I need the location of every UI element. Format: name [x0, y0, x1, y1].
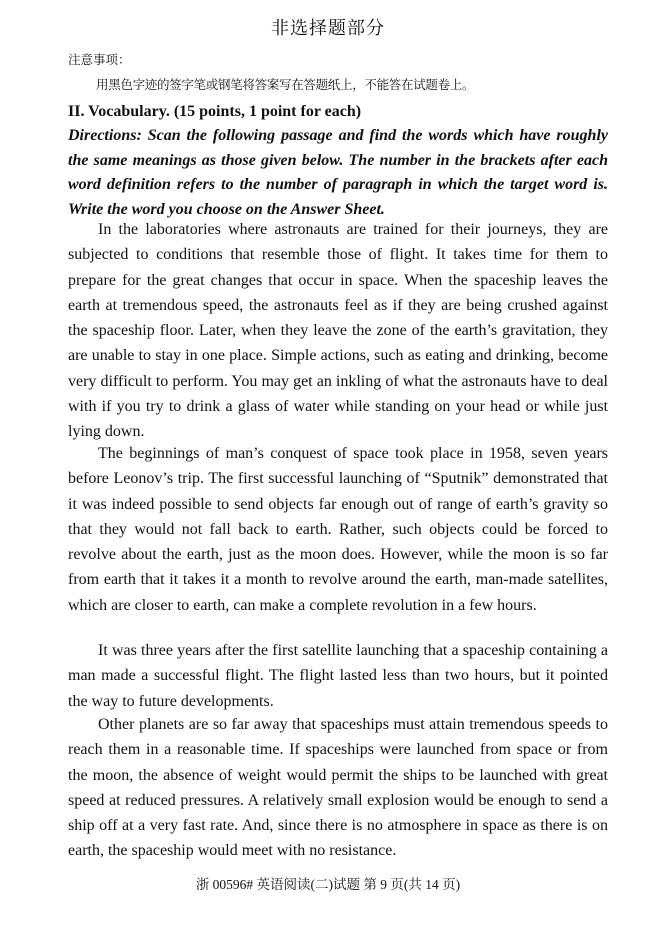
- page-title: 非选择题部分: [271, 18, 385, 39]
- passage-paragraph-1: In the laboratories where astronauts are trained for their journeys, they are subjected to conditions that resemble those of flight. It takes time for them to prepare for the great changes that occur in space. When the spaceship leaves the earth at tremendous speed, the astronauts feel as if they are being crushed against the spaceship floor. Later, when they leave the zone of the earth’s gravitation, they are unable to stay in one place. Simple actions, such as eating and drinking, become very difficult to perform. You may get an inkling of what the astronauts have to deal with if you try to drink a glass of water while standing on your head or while just lying down.: [68, 221, 608, 441]
- passage-paragraph-3: It was three years after the first satellite launching that a spaceship containing a man made a successful flight. The flight lasted less than two hours, but it pointed the way to future developments.: [68, 642, 608, 710]
- notice-label: 注意事项：: [68, 52, 131, 67]
- section-heading: II. Vocabulary. (15 points, 1 point for each): [68, 103, 362, 120]
- passage-paragraph-2: The beginnings of man’s conquest of space took place in 1958, seven years before Leonov’s trip. The first successful launching of “Sputnik” demonstrated that it was indeed possible to send objects far enough out of range of earth’s gravity so that they would not fall back to earth. Rather, such objects could be forced to revolve about the earth, just as the moon does. However, while the moon is so far from earth that it takes it a month to revolve around the earth, man-made satellites, which are closer to earth, can make a complete revolution in a few hours.: [68, 445, 608, 614]
- section-directions: Directions: Scan the following passage and find the words which have roughly the same meanings as those given below. The number in the brackets after each word definition refers to the number of paragraph in which the target word is. Write the word you choose on the Answer Sheet.: [68, 127, 608, 218]
- page-footer: 浙 00596# 英语阅读(二)试题 第 9 页(共 14 页): [195, 877, 461, 892]
- passage-paragraph-4: Other planets are so far away that spaceships must attain tremendous speeds to reach them in a reasonable time. If spaceships were launched from space or from the moon, the absence of weight would permit the ships to be launched with great speed at reduced pressures. A relatively small explosion would be enough to send a ship off at a very fast rate. And, since there is no atmosphere in space as there is on earth, the spaceship would meet with no resistance.: [68, 716, 608, 860]
- notice-text: 用黑色字迹的签字笔或钢笔将答案写在答题纸上，不能答在试题卷上。: [96, 77, 475, 92]
